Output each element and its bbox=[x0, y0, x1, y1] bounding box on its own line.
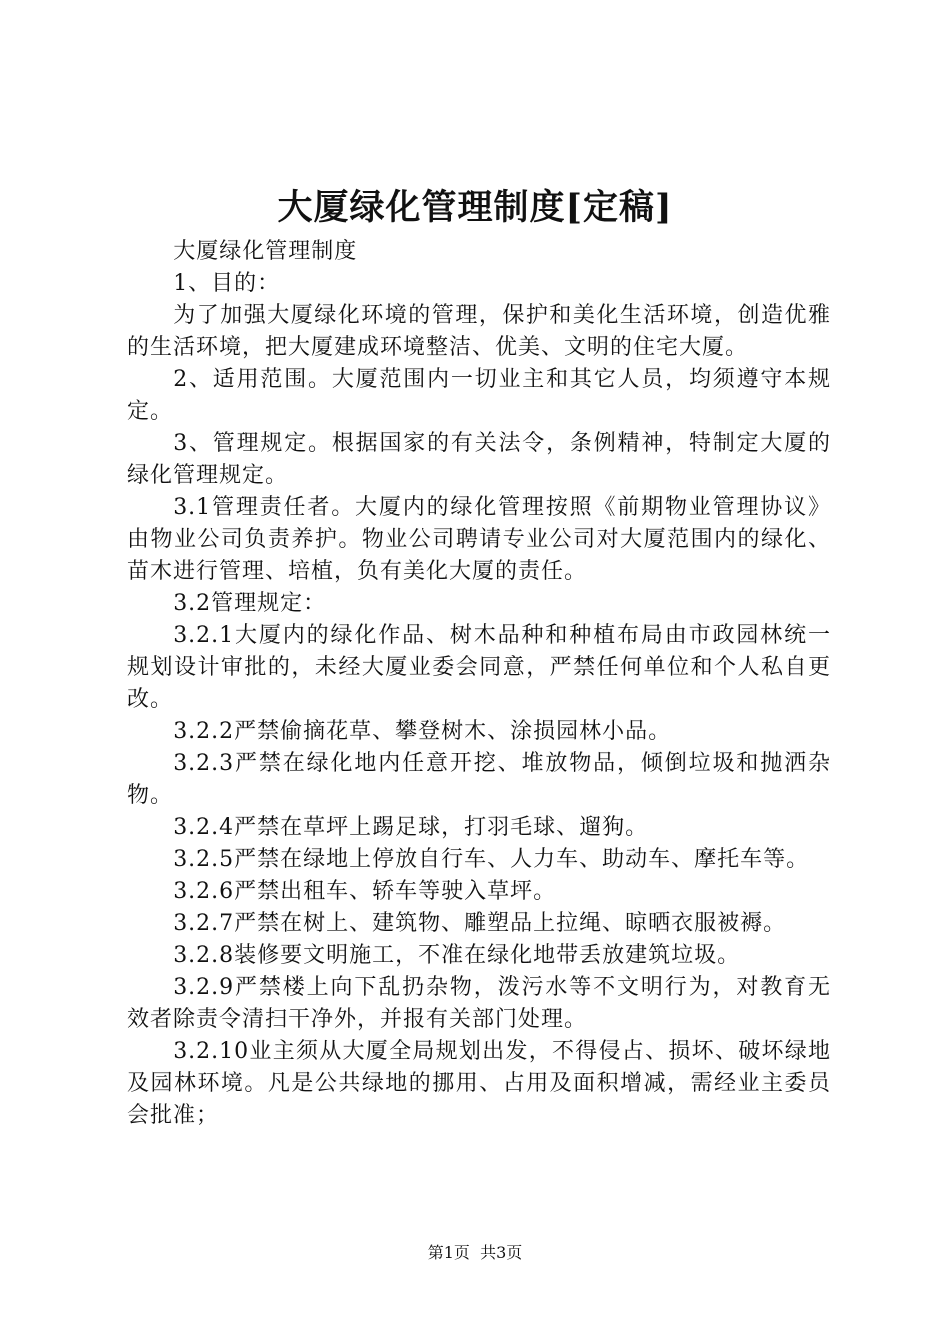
paragraph: 3.2.4严禁在草坪上踢足球，打羽毛球、遛狗。 bbox=[173, 815, 649, 840]
page-footer: 第1页 共3页 bbox=[427, 1243, 523, 1262]
paragraph: 3.2.10业主须从大厦全局规划出发，不得侵占、损坏、破坏绿地及园林环境。凡是公共绿地的挪用、占用及面积增减，需经业主委员会批准； bbox=[127, 1039, 831, 1128]
paragraph: 3.2.1大厦内的绿化作品、树木品种和种植布局由市政园林统一规划设计审批的，未经大厦业委会同意，严禁任何单位和个人私自更改。 bbox=[127, 623, 831, 712]
paragraph: 3.2.9严禁楼上向下乱扔杂物，泼污水等不文明行为，对教育无效者除责令清扫干净外，并报有关部门处理。 bbox=[127, 975, 831, 1032]
paragraph: 3.2.8装修要文明施工，不准在绿化地带丢放建筑垃圾。 bbox=[173, 943, 741, 968]
document-title: 大厦绿化管理制度[定稿] bbox=[277, 187, 673, 228]
paragraph: 1、目的： bbox=[173, 271, 281, 296]
paragraph: 3、管理规定。根据国家的有关法令，条例精神，特制定大厦的绿化管理规定。 bbox=[127, 431, 831, 488]
paragraph: 大厦绿化管理制度 bbox=[173, 239, 358, 264]
paragraph: 3.2.3严禁在绿化地内任意开挖、堆放物品，倾倒垃圾和抛洒杂物。 bbox=[127, 751, 831, 808]
paragraph: 3.2.5严禁在绿地上停放自行车、人力车、助动车、摩托车等。 bbox=[173, 847, 810, 872]
paragraph: 为了加强大厦绿化环境的管理，保护和美化生活环境，创造优雅的生活环境，把大厦建成环境整洁、优美、文明的住宅大厦。 bbox=[127, 303, 831, 360]
paragraph: 3.2.2严禁偷摘花草、攀登树木、涂损园林小品。 bbox=[173, 719, 672, 744]
paragraph: 3.2管理规定： bbox=[173, 591, 327, 616]
paragraph: 3.1管理责任者。大厦内的绿化管理按照《前期物业管理协议》由物业公司负责养护。物业公司聘请专业公司对大厦范围内的绿化、苗木进行管理、培植，负有美化大厦的责任。 bbox=[127, 495, 831, 584]
document-body bbox=[127, 236, 831, 1132]
paragraph: 3.2.7严禁在树上、建筑物、雕塑品上拉绳、晾晒衣服被褥。 bbox=[173, 911, 787, 936]
paragraph: 2、适用范围。大厦范围内一切业主和其它人员，均须遵守本规定。 bbox=[127, 367, 831, 424]
paragraph: 3.2.6严禁出租车、轿车等驶入草坪。 bbox=[173, 879, 557, 904]
